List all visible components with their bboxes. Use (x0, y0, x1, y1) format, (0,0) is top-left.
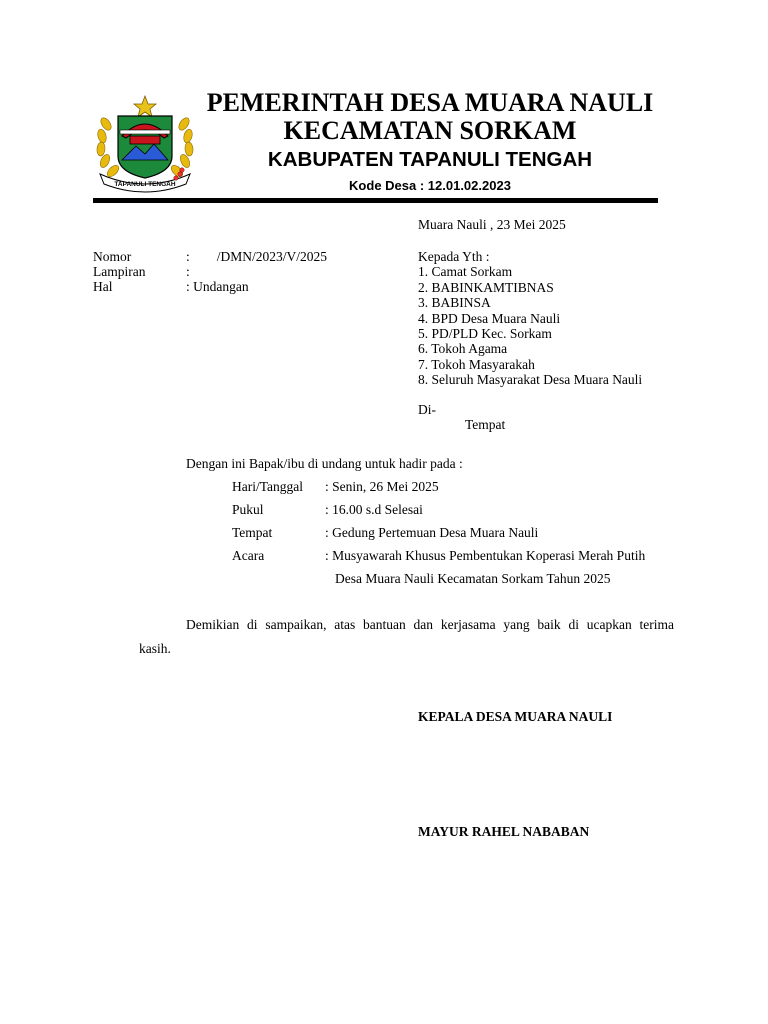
body-intro: Dengan ini Bapak/ibu di undang untuk hadir pada : (186, 456, 463, 471)
recipient-item: 4. BPD Desa Muara Nauli (418, 310, 561, 326)
detail-value-hari: : Senin, 26 Mei 2025 (325, 479, 439, 494)
letterhead-line-2: KECAMATAN SORKAM (283, 116, 577, 145)
letterhead-divider (93, 198, 658, 203)
signature-name: MAYUR RAHEL NABABAN (418, 824, 590, 839)
recipients-heading: Kepada Yth : (418, 249, 490, 264)
detail-label-tempat: Tempat (232, 525, 273, 540)
recipients-di: Di- (418, 402, 436, 417)
meta-value-hal: : Undangan (186, 279, 249, 294)
signature-title: KEPALA DESA MUARA NAULI (418, 709, 613, 724)
meta-label-nomor: Nomor (93, 249, 132, 264)
recipients-block (418, 249, 642, 388)
detail-value-pukul: : 16.00 s.d Selesai (325, 502, 423, 517)
recipient-item: 8. Seluruh Masyarakat Desa Muara Nauli (418, 372, 643, 388)
emblem-ribbon-text: TAPANULI TENGAH (114, 181, 176, 188)
detail-value-acara: : Musyawarah Khusus Pembentukan Koperasi Merah Putih (325, 548, 646, 563)
detail-label-acara: Acara (232, 548, 265, 563)
emblem-icon (96, 94, 194, 194)
closing-line-2: kasih. (139, 641, 171, 656)
recipient-item: 2. BABINKAMTIBNAS (418, 279, 554, 295)
meta-label-hal: Hal (93, 279, 113, 294)
meta-label-lampiran: Lampiran (93, 264, 146, 279)
closing-line-1: Demikian di sampaikan, atas bantuan dan kerjasama yang baik di ucapkan terima (186, 617, 674, 632)
recipient-item: 5. PD/PLD Kec. Sorkam (418, 326, 552, 342)
letterhead-line-1: PEMERINTAH DESA MUARA NAULI (206, 88, 654, 117)
recipients-tempat: Tempat (465, 417, 506, 432)
village-emblem-logo (96, 94, 194, 194)
detail-label-hari: Hari/Tanggal (232, 479, 304, 494)
meta-value-lampiran: : (186, 264, 190, 279)
detail-acara-continuation: Desa Muara Nauli Kecamatan Sorkam Tahun 2025 (335, 571, 611, 586)
letterhead-line-3: KABUPATEN TAPANULI TENGAH (267, 148, 593, 171)
date-line: Muara Nauli , 23 Mei 2025 (418, 217, 566, 232)
recipient-item: 3. BABINSA (418, 295, 491, 311)
detail-label-pukul: Pukul (232, 502, 264, 517)
recipient-item: 7. Tokoh Masyarakah (418, 356, 535, 372)
meta-value-nomor: : /DMN/2023/V/2025 (186, 249, 328, 264)
recipient-item: 6. Tokoh Agama (418, 341, 508, 357)
kode-desa: Kode Desa : 12.01.02.2023 (349, 178, 511, 193)
detail-value-tempat: : Gedung Pertemuan Desa Muara Nauli (325, 525, 539, 540)
recipient-item: 1. Camat Sorkam (418, 264, 513, 280)
